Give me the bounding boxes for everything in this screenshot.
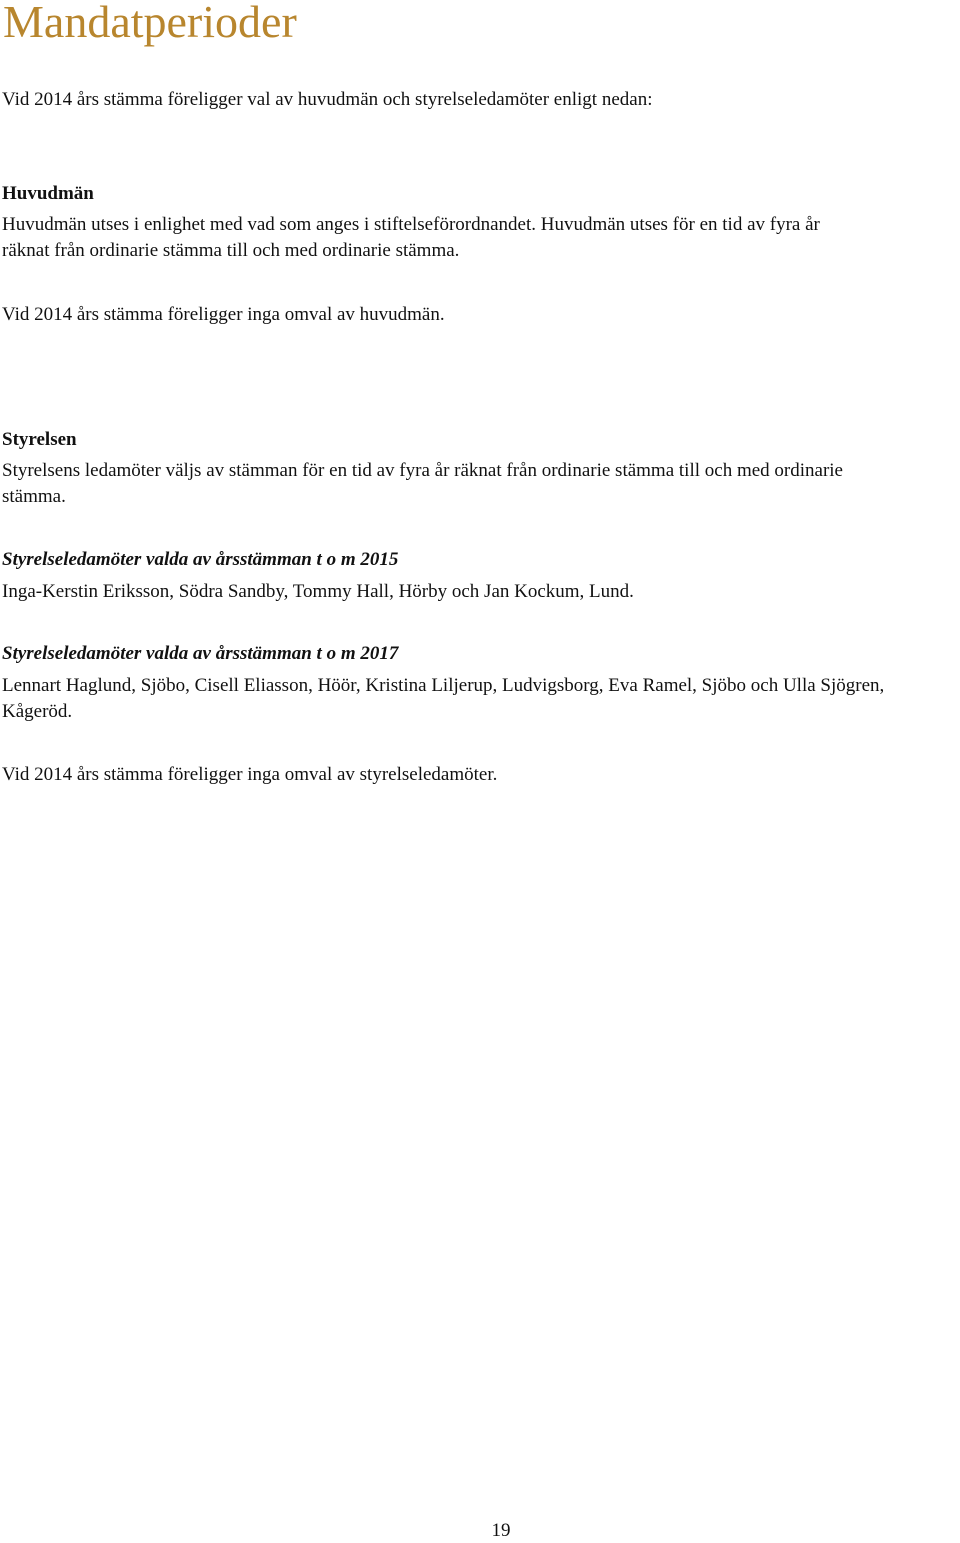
members-2017-line-2: Kågeröd. xyxy=(2,701,73,722)
page-number: 19 xyxy=(491,1520,511,1541)
members-2017-line-1: Lennart Haglund, Sjöbo, Cisell Eliasson, Höör, Kristina Liljerup, Ludvigsborg, Eva Ramel, Sjöbo och Ulla Sjögren, xyxy=(2,675,885,696)
styrelsen-note: Vid 2014 års stämma föreligger inga omval av styrelseledamöter. xyxy=(2,764,498,785)
intro-paragraph: Vid 2014 års stämma föreligger val av huvudmän och styrelseledamöter enligt nedan: xyxy=(2,89,653,110)
styrelsen-text-line-1: Styrelsens ledamöter väljs av stämman för en tid av fyra år räknat från ordinarie stämma till och med ordinarie xyxy=(2,460,843,481)
section-heading-huvudman: Huvudmän xyxy=(2,183,94,204)
huvudman-note: Vid 2014 års stämma föreligger inga omval av huvudmän. xyxy=(2,304,445,325)
section-heading-styrelsen: Styrelsen xyxy=(2,429,77,450)
huvudman-text-line-1: Huvudmän utses i enlighet med vad som anges i stiftelseförordnandet. Huvudmän utses för en tid av fyra år xyxy=(2,214,820,235)
huvudman-text-line-2: räknat från ordinarie stämma till och med ordinarie stämma. xyxy=(2,240,460,261)
subheading-2015: Styrelseledamöter valda av årsstämman t o m 2015 xyxy=(2,549,399,570)
subheading-2017: Styrelseledamöter valda av årsstämman t o m 2017 xyxy=(2,643,399,664)
styrelsen-text-line-2: stämma. xyxy=(2,486,66,507)
page-title: Mandatperioder xyxy=(3,0,297,47)
members-2015: Inga-Kerstin Eriksson, Södra Sandby, Tommy Hall, Hörby och Jan Kockum, Lund. xyxy=(2,581,634,602)
